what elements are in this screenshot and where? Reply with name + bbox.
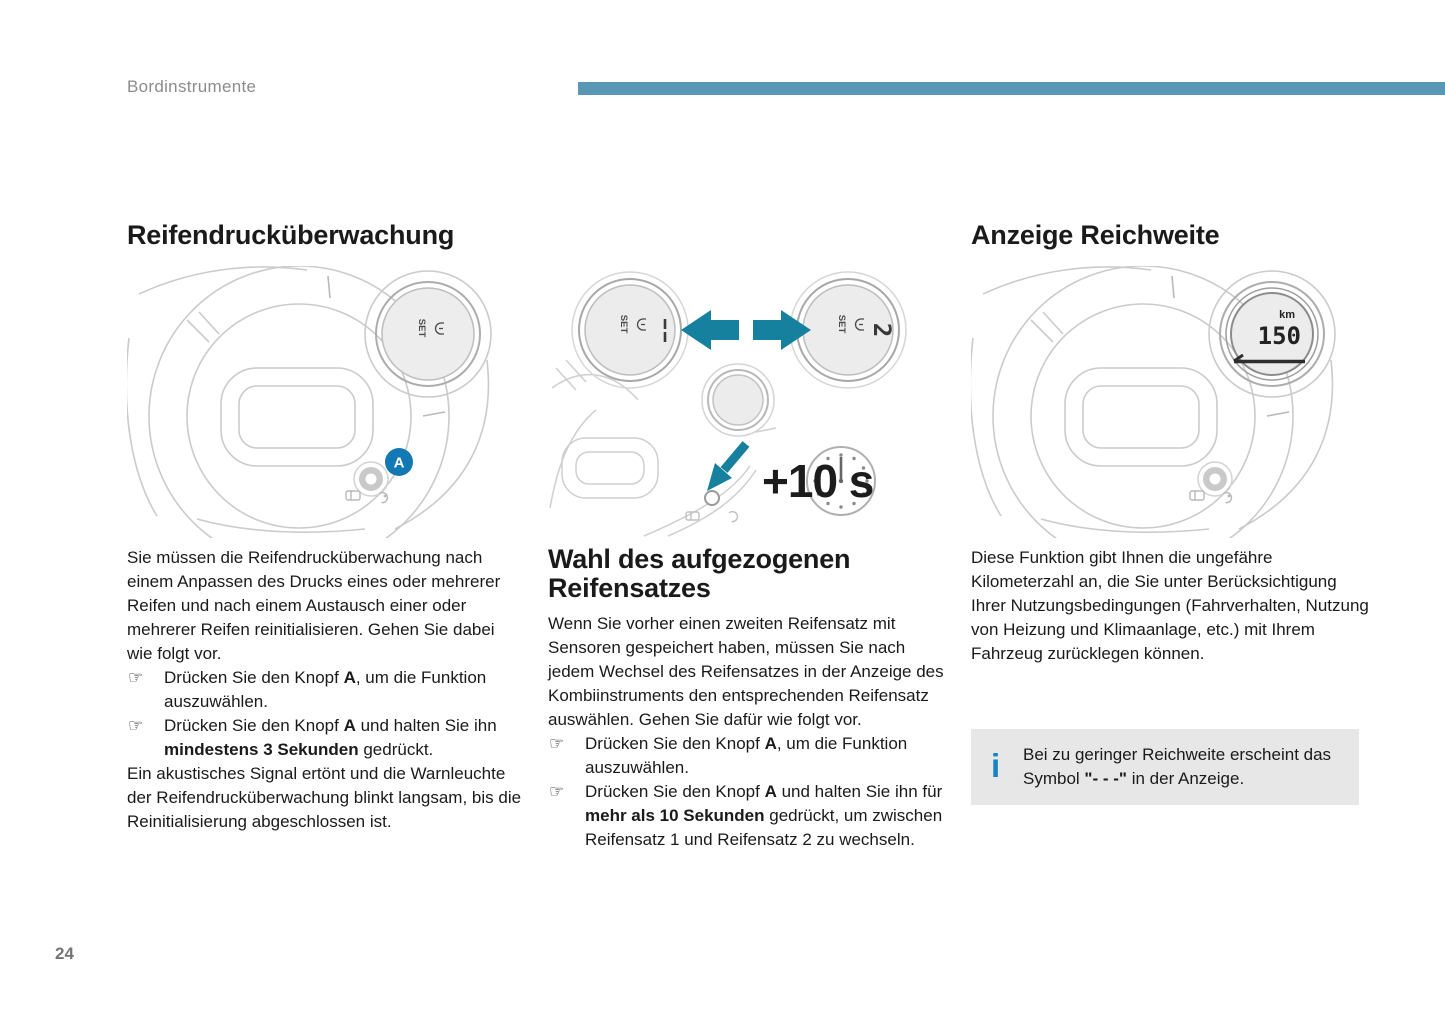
range-unit-label: km [1279,309,1295,321]
step-text: Drücken Sie den Knopf A, um die Funktion auszuwählen. [164,668,487,711]
set-knob-icon [376,282,480,386]
pointer-hand-icon: ☞ [128,668,144,687]
range-body [971,546,1371,666]
step-item [127,666,523,714]
step-text: Drücken Sie den Knopf A und halten Sie ihn mindestens 3 Sekunden gedrückt. [164,716,497,759]
range-display-icon [1220,282,1324,386]
info-icon: i [991,746,1001,784]
set-knob-label: SET [416,318,427,338]
tyre-set-selection-illustration [548,266,962,538]
svg-text:A: A [393,454,405,472]
section-title-tyre-set: Wahl des aufgezogenen Reifensatzes [548,544,851,604]
tyre-set-body [548,545,948,852]
small-button-icon [705,491,719,505]
step-text: Drücken Sie den Knopf A, um die Funktion auszuwählen. [585,734,908,778]
press-button-arrow-icon [707,444,746,491]
page-number: 24 [55,944,74,963]
pointer-hand-icon: ☞ [549,782,565,802]
header-accent-bar [578,82,1445,95]
step-item [548,780,948,852]
info-note-text: Bei zu geringer Reichweite erscheint das Symbol "- - -" in der Anzeige. [1023,745,1332,788]
step-item [548,732,948,780]
set-knob-label: SET [618,314,629,334]
button-a-badge [385,448,413,476]
centre-knob-icon [702,364,774,436]
tpms-cluster-illustration [127,266,541,538]
step-text: Drücken Sie den Knopf A und halten Sie ihn für mehr als 10 Sekunden gedrückt, um zwischen Reifensatz 1 und Reifensatz 2 zu wechseln. [585,782,943,850]
range-cluster-illustration [971,266,1385,538]
set-knob-label: SET [836,314,847,334]
section-title-range: Anzeige Reichweite [971,220,1220,250]
digit-2: 2 [868,322,896,338]
section-title-tpms: Reifendrucküberwachung [127,220,455,250]
paragraph: Diese Funktion gibt Ihnen die ungefähre Kilometerzahl an, die Sie unter Berücksichtigung Ihrer Nutzungsbedingungen (Fahrverhalten, Nutzung von Heizung und Klimaanlage, etc.) mit Ihrem Fahrzeug zurücklegen können. [971,548,1369,663]
pointer-hand-icon: ☞ [128,716,144,735]
range-value-label: 150 [1257,322,1301,350]
paragraph: Wenn Sie vorher einen zweiten Reifensatz mit Sensoren gespeichert haben, müssen Sie nach jedem Wechsel des Reifensatzes in der Anzeige des Kombiinstruments den entsprechenden Reifensatz auswählen. Gehen Sie dafür wie folgt vor. [548,614,944,730]
cluster-small-icons [1190,491,1231,503]
paragraph: Ein akustisches Signal ertönt und die Warnleuchte der Reifendrucküberwachung blinkt langsam, bis die Reinitialisierung abgeschlossen ist. [127,764,522,831]
cluster-small-icons [346,491,387,503]
paragraph: Sie müssen die Reifendrucküberwachung nach einem Anpassen des Drucks eines oder mehrerer Reifen und nach einem Austausch einer oder mehrerer Reifen reinitialisieren. Gehen Sie dabei wie folgt vor. [127,548,501,663]
pointer-hand-icon: ☞ [549,734,565,754]
tyre-set-1-display [572,272,688,388]
step-item [127,714,523,762]
plus-10s-label: +10 s [762,455,874,507]
info-note [971,729,1359,805]
tpms-body [127,546,523,834]
breadcrumb: Bordinstrumente [127,77,257,96]
